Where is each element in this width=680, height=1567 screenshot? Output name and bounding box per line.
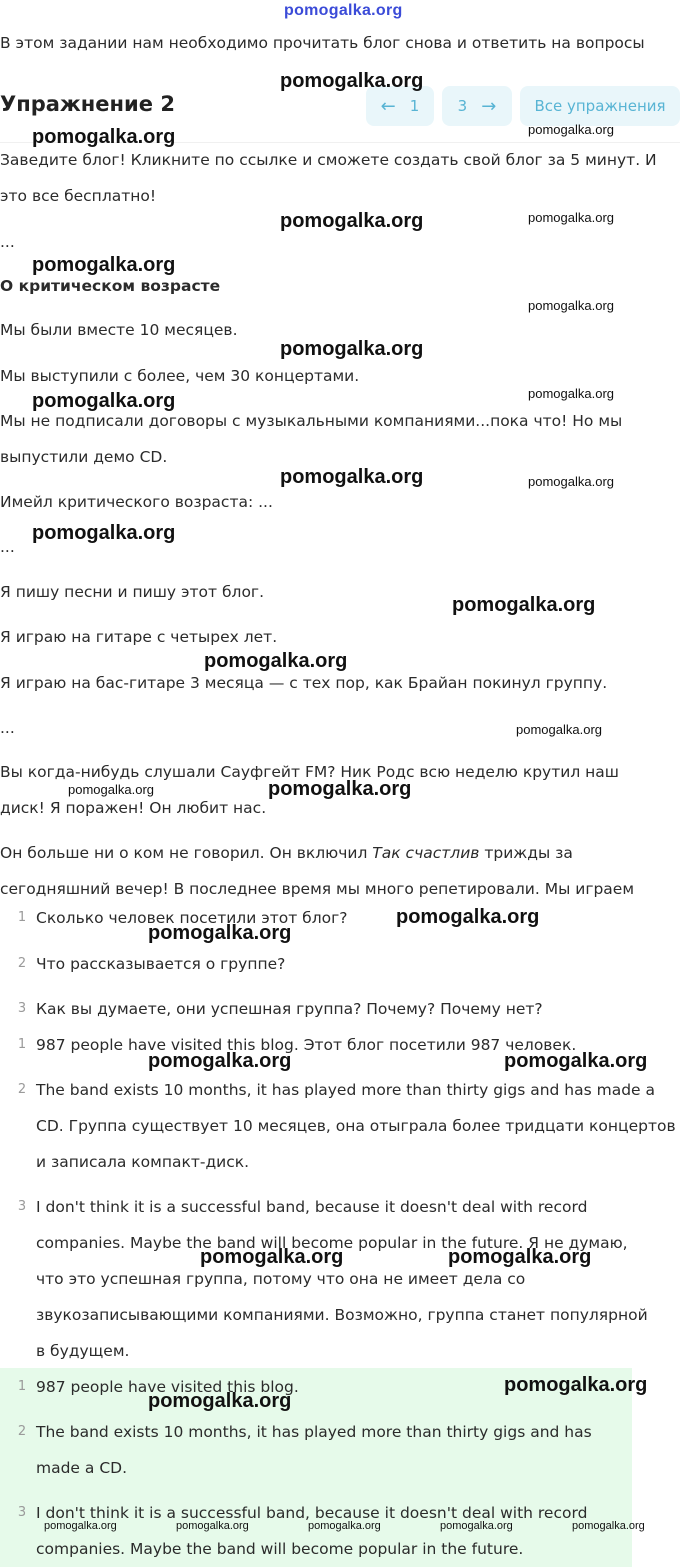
watermark: pomogalka.org: [396, 906, 540, 928]
all-exercises-button[interactable]: [520, 86, 680, 126]
blog-ellipsis: ...: [0, 719, 15, 737]
blog-ellipsis: ...: [0, 538, 15, 556]
answer-number: 3: [17, 1199, 27, 1214]
answer-line: The band exists 10 months, it has played more than thirty gigs and has: [36, 1423, 592, 1441]
watermark: pomogalka.org: [280, 210, 424, 232]
watermark: pomogalka.org: [528, 210, 614, 225]
blog-line: Я играю на бас-гитаре 3 месяца — с тех пор, как Брайан покинул группу.: [0, 674, 608, 692]
answer-number: 2: [17, 1082, 27, 1097]
watermark: pomogalka.org: [176, 1520, 249, 1532]
blog-line: [0, 835, 573, 871]
blog-text: трижды за: [479, 844, 573, 862]
watermark: pomogalka.org: [572, 1520, 645, 1532]
watermark: pomogalka.org: [200, 1246, 344, 1268]
watermark: pomogalka.org: [280, 70, 424, 92]
blog-line: Я пишу песни и пишу этот блог.: [0, 583, 264, 601]
next-exercise-label: 3: [457, 97, 468, 115]
watermark: pomogalka.org: [440, 1520, 513, 1532]
answer-line: companies. Maybe the band will become popular in the future.: [36, 1540, 524, 1558]
watermark: pomogalka.org: [68, 782, 154, 797]
question-text: Что рассказывается о группе?: [36, 955, 286, 973]
answer-number: 2: [17, 1424, 27, 1439]
watermark: pomogalka.org: [448, 1246, 592, 1268]
blog-text: Он больше ни о ком не говорил. Он включил: [0, 844, 373, 862]
watermark: pomogalka.org: [148, 922, 292, 944]
question-number: 3: [17, 1001, 27, 1016]
watermark: pomogalka.org: [528, 386, 614, 401]
blog-line: диск! Я поражен! Он любит нас.: [0, 799, 267, 817]
watermark: pomogalka.org: [528, 474, 614, 489]
song-title: Так счастлив: [372, 844, 480, 862]
watermark: pomogalka.org: [32, 522, 176, 544]
answer-line: звукозаписывающими компаниями. Возможно, группа станет популярной: [36, 1306, 648, 1324]
answer-line: и записала компакт-диск.: [36, 1153, 250, 1171]
watermark: pomogalka.org: [280, 338, 424, 360]
watermark: pomogalka.org: [32, 390, 176, 412]
answer-number: 3: [17, 1505, 27, 1520]
watermark: pomogalka.org: [528, 122, 614, 137]
arrow-right-icon: →: [481, 95, 497, 117]
question-text: Сколько человек посетили этот блог?: [36, 909, 348, 927]
answer-number: 1: [17, 1037, 27, 1052]
blog-line: выпустили демо CD.: [0, 448, 168, 466]
blog-line: Имейл критического возраста: ...: [0, 493, 273, 511]
watermark: pomogalka.org: [280, 466, 424, 488]
watermark: pomogalka.org: [32, 254, 176, 276]
answer-line: CD. Группа существует 10 месяцев, она отыграла более тридцати концертов: [36, 1117, 676, 1135]
watermark: pomogalka.org: [528, 298, 614, 313]
blog-line: Мы выступили с более, чем 30 концертами.: [0, 367, 360, 385]
prev-exercise-label: 1: [409, 97, 420, 115]
watermark: pomogalka.org: [504, 1374, 648, 1396]
blog-line: Мы были вместе 10 месяцев.: [0, 321, 238, 339]
blog-heading: О критическом возрасте: [0, 277, 221, 295]
watermark: pomogalka.org: [204, 650, 348, 672]
answer-line: 987 people have visited this blog. Этот блог посетили 987 человек.: [36, 1036, 577, 1054]
blog-line: сегодняшний вечер! В последнее время мы много репетировали. Мы играем: [0, 880, 635, 898]
watermark: pomogalka.org: [32, 126, 176, 148]
question-number: 1: [17, 910, 27, 925]
blog-line: Я играю на гитаре с четырех лет.: [0, 628, 278, 646]
watermark: pomogalka.org: [504, 1050, 648, 1072]
blog-line: Мы не подписали договоры с музыкальными компаниями...пока что! Но мы: [0, 412, 623, 430]
blog-line: Заведите блог! Кликните по ссылке и сможете создать свой блог за 5 минут. И: [0, 151, 657, 169]
next-exercise-button[interactable]: [442, 86, 512, 126]
watermark: pomogalka.org: [148, 1050, 292, 1072]
answer-line: I don't think it is a successful band, because it doesn't deal with record: [36, 1198, 588, 1216]
answer-line: что это успешная группа, потому что она не имеет дела со: [36, 1270, 526, 1288]
watermark: pomogalka.org: [268, 778, 412, 800]
answer-line: 987 people have visited this blog.: [36, 1378, 299, 1396]
blog-line: это все бесплатно!: [0, 187, 157, 205]
watermark: pomogalka.org: [44, 1520, 117, 1532]
exercise-title: Упражнение 2: [0, 92, 175, 116]
site-watermark-top: pomogalka.org: [284, 2, 403, 19]
watermark: pomogalka.org: [308, 1520, 381, 1532]
answer-line: made a CD.: [36, 1459, 128, 1477]
watermark: pomogalka.org: [148, 1390, 292, 1412]
intro-text: В этом задании нам необходимо прочитать блог снова и ответить на вопросы: [0, 34, 645, 52]
answer-number: 1: [17, 1379, 27, 1394]
blog-line: Вы когда-нибудь слушали Сауфгейт FM? Ник Родс всю неделю крутил наш: [0, 763, 619, 781]
answer-line: The band exists 10 months, it has played more than thirty gigs and has made a: [36, 1081, 656, 1099]
watermark: pomogalka.org: [452, 594, 596, 616]
arrow-left-icon: ←: [380, 95, 396, 117]
blog-ellipsis: ...: [0, 233, 15, 251]
answer-line: I don't think it is a successful band, because it doesn't deal with record: [36, 1504, 588, 1522]
all-exercises-label: Все упражнения: [534, 97, 666, 115]
watermark: pomogalka.org: [516, 722, 602, 737]
answer-line: companies. Maybe the band will become popular in the future. Я не думаю,: [36, 1234, 628, 1252]
answer-line: в будущем.: [36, 1342, 130, 1360]
question-text: Как вы думаете, они успешная группа? Почему? Почему нет?: [36, 1000, 543, 1018]
question-number: 2: [17, 956, 27, 971]
